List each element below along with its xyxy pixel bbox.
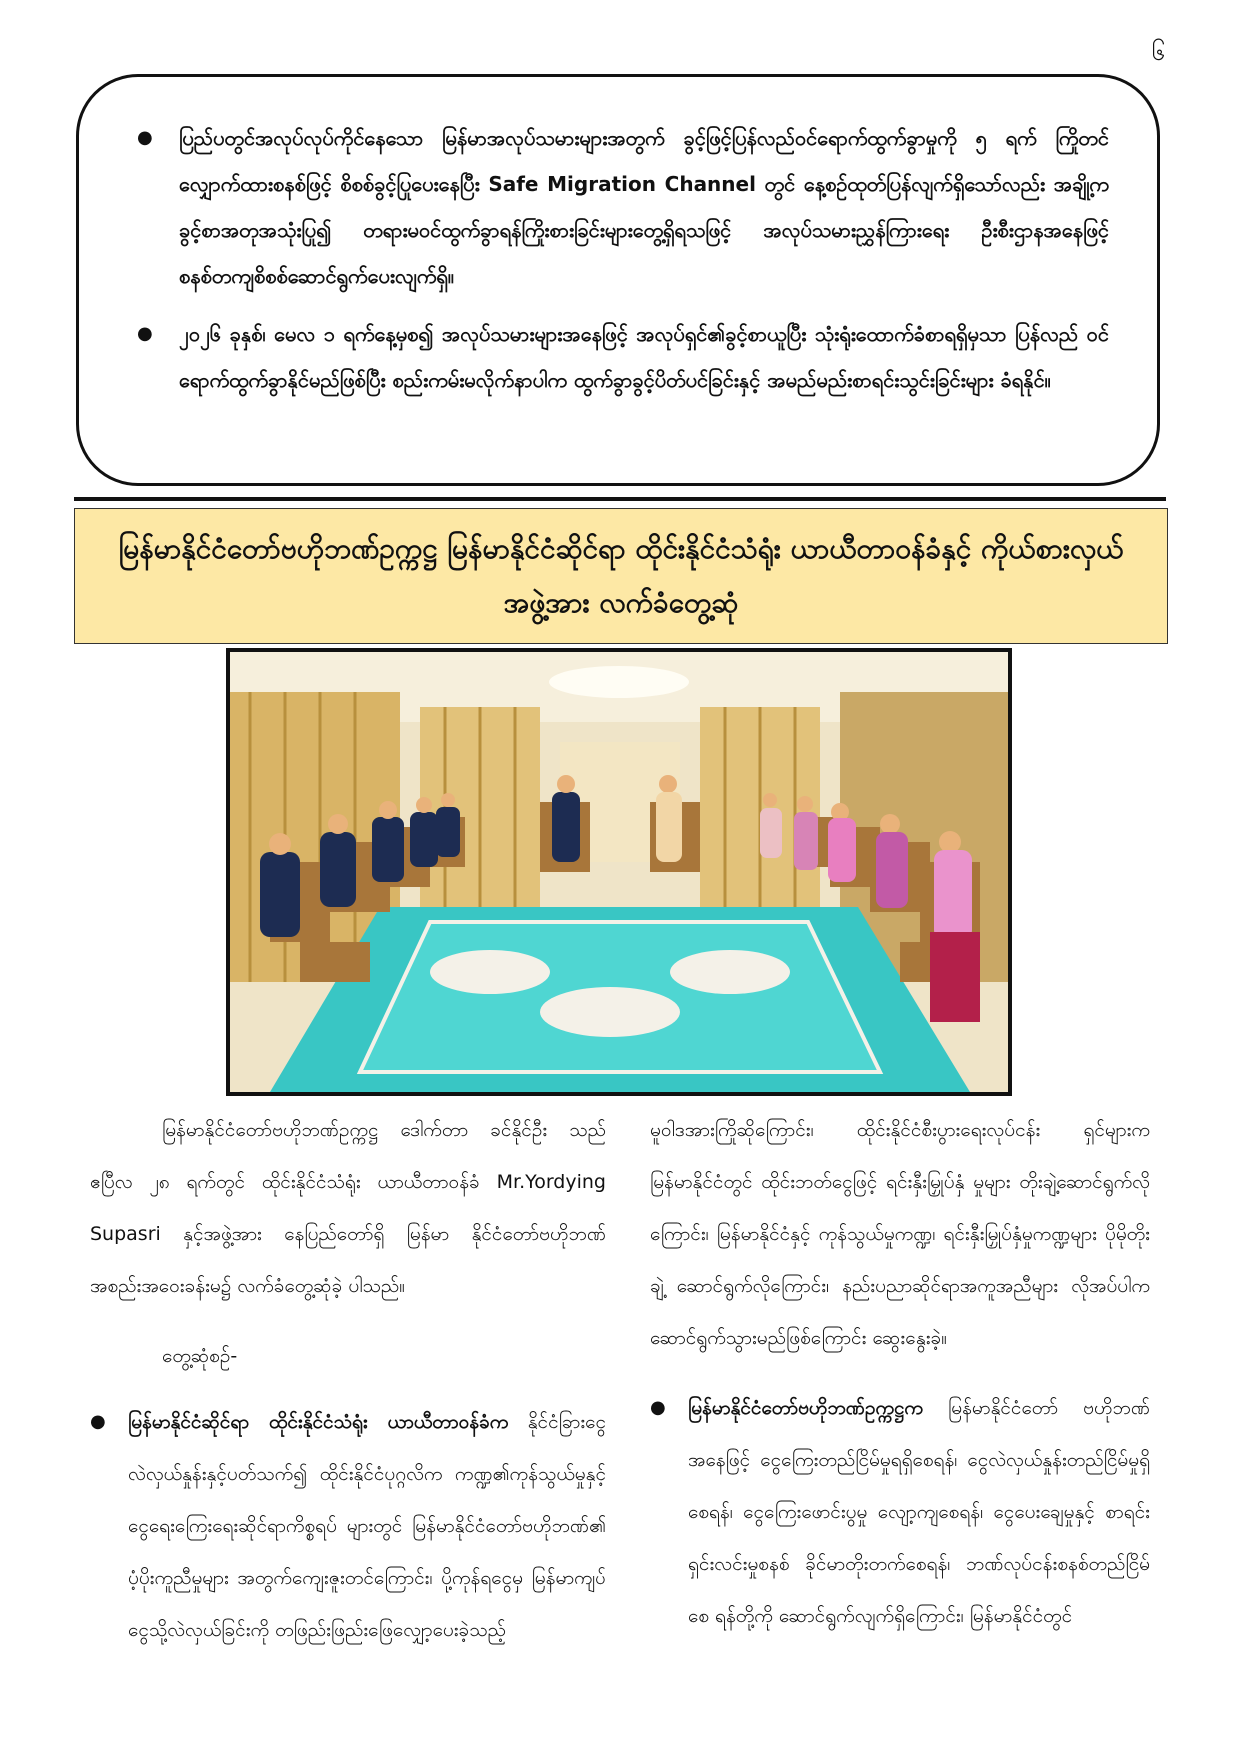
article-right-column [650,1104,1150,1642]
bullet-text: နိုင်ငံခြားငွေလဲလှယ်နှုန်းနှင့်ပတ်သက်၍ ထိုင်းနိုင်ငံပုဂ္ဂလိက ကဏ္ဍ၏ကုန်သွယ်မှုနှင့် ငွေရေးကြေးရေးဆိုင်ရာကိစ္စရပ် များတွင် မြန်မာနိုင်ငံတော်ဗဟိုဘဏ်၏ ပံ့ပိုးကူညီမှုများ အတွက်ကျေးဇူးတင်ကြောင်း၊ ပို့ကုန်ရငွေမှ မြန်မာကျပ် ငွေသို့လဲလှယ်ခြင်းကို တဖြည်းဖြည်းဖြေလျှော့ပေးခဲ့သည့် [128,1411,606,1641]
article-intro: မြန်မာနိုင်ငံတော်ဗဟိုဘဏ်ဥက္ကဋ္ဌ ဒေါက်တာ ခင်နိုင်ဦး သည် ဧပြီလ ၂၈ ရက်တွင် ထိုင်းနိုင်ငံသံရုံး ယာယီတာဝန်ခံ Mr.Yordying Supasri နှင့်အဖွဲ့အား နေပြည်တော်ရှိ မြန်မာ နိုင်ငံတော်ဗဟိုဘဏ်အစည်းအဝေးခန်းမ၌ လက်ခံတွေ့ဆုံခဲ့ ပါသည်။ [90,1119,606,1297]
page-number: ၆ [1151,38,1165,66]
bullet-text: မြန်မာနိုင်ငံတော် ဗဟိုဘဏ်အနေဖြင့် ငွေကြေးတည်ငြိမ်မှုရရှိစေရန်၊ ငွေလဲလှယ်နှုန်းတည်ငြိမ်မှုရှိစေရန်၊ ငွေကြေးဖောင်းပွမှု လျော့ကျစေရန်၊ ငွေပေးချေမှုနှင့် စာရင်းရှင်းလင်းမှုစနစ် ခိုင်မာတိုးတက်စေရန်၊ ဘဏ်လုပ်ငန်းစနစ်တည်ငြိမ်စေ ရန်တို့ကို ဆောင်ရွက်လျက်ရှိကြောင်း၊ မြန်မာနိုင်ငံတွင် [688,1397,1151,1627]
article-bullet [650,1382,1150,1642]
bullet-lead: မြန်မာနိုင်ငံဆိုင်ရာ ထိုင်းနိုင်ငံသံရုံး ယာယီတာဝန်ခံက [128,1411,509,1433]
article-bullet [90,1396,606,1656]
meeting-photo [226,648,1012,1096]
bullet-lead: မြန်မာနိုင်ငံတော်ဗဟိုဘဏ်ဥက္ကဋ္ဌက [688,1397,923,1419]
notice-bullet: ● ပြည်ပတွင်အလုပ်လုပ်ကိုင်နေသော မြန်မာအလုပ်သမားများအတွက် ခွင့်ဖြင့်ပြန်လည်ဝင်ရောက်ထွက်ခွာမှုကို ၅ ရက် ကြိုတင်လျှောက်ထားစနစ်ဖြင့် စိစစ်ခွင့်ပြုပေးနေပြီး Safe Migration Channel တွင် နေ့စဉ်ထုတ်ပြန်လျက်ရှိသော်လည်း အချို့ကခွင့်စာအတုအသုံးပြု၍ တရားမဝင်ထွက်ခွာရန်ကြိုးစားခြင်းများတွေ့ရှိရသဖြင့် အလုပ်သမားညွှန်ကြားရေး ဦးစီးဌာနအနေဖြင့် စနစ်တကျစိစစ်ဆောင်ရွက်ပေးလျက်ရှိ။ [137,115,1109,299]
meeting-photo-illustration [230,652,1008,1092]
article-left-column [90,1104,606,1656]
meeting-label: တွေ့ဆုံစဉ်- [162,1345,238,1367]
section-divider [74,497,1166,501]
article-continuation: မူဝါဒအားကြိုဆိုကြောင်း၊ ထိုင်းနိုင်ငံစီးပွားရေးလုပ်ငန်း ရှင်များက မြန်မာနိုင်ငံတွင် ထိုင်းဘတ်ငွေဖြင့် ရင်းနှီးမြှုပ်နှံ မှုများ တိုးချဲ့ဆောင်ရွက်လိုကြောင်း၊ မြန်မာနိုင်ငံနှင့် ကုန်သွယ်မှုကဏ္ဍ၊ ရင်းနှီးမြှုပ်နှံမှုကဏ္ဍများ ပိုမိုတိုးချဲ့ ဆောင်ရွက်လိုကြောင်း၊ နည်းပညာဆိုင်ရာအကူအညီများ လိုအပ်ပါက ဆောင်ရွက်သွားမည်ဖြစ်ကြောင်း ဆွေးနွေးခဲ့။ [650,1119,1150,1349]
headline-title: မြန်မာနိုင်ငံတော်ဗဟိုဘဏ်ဥက္ကဋ္ဌ မြန်မာနိုင်ငံဆိုင်ရာ ထိုင်းနိုင်ငံသံရုံး ယာယီတာဝန်ခံနှင့် ကိုယ်စားလှယ်အဖွဲ့အား လက်ခံတွေ့ဆုံ [118,532,1124,619]
headline-box [74,508,1168,644]
notice-bullet: ● ၂၀၂၆ ခုနှစ်၊ မေလ ၁ ရက်နေ့မှစ၍ အလုပ်သမားများအနေဖြင့် အလုပ်ရှင်၏ခွင့်စာယူပြီး သုံးရုံးထောက်ခံစာရရှိမှသာ ပြန်လည် ဝင်ရောက်ထွက်ခွာနိုင်မည်ဖြစ်ပြီး စည်းကမ်းမလိုက်နာပါက ထွက်ခွာခွင့်ပိတ်ပင်ခြင်းနှင့် အမည်မည်းစာရင်းသွင်းခြင်းများ ခံရနိုင်။ [137,311,1109,403]
notice-box [76,74,1160,486]
